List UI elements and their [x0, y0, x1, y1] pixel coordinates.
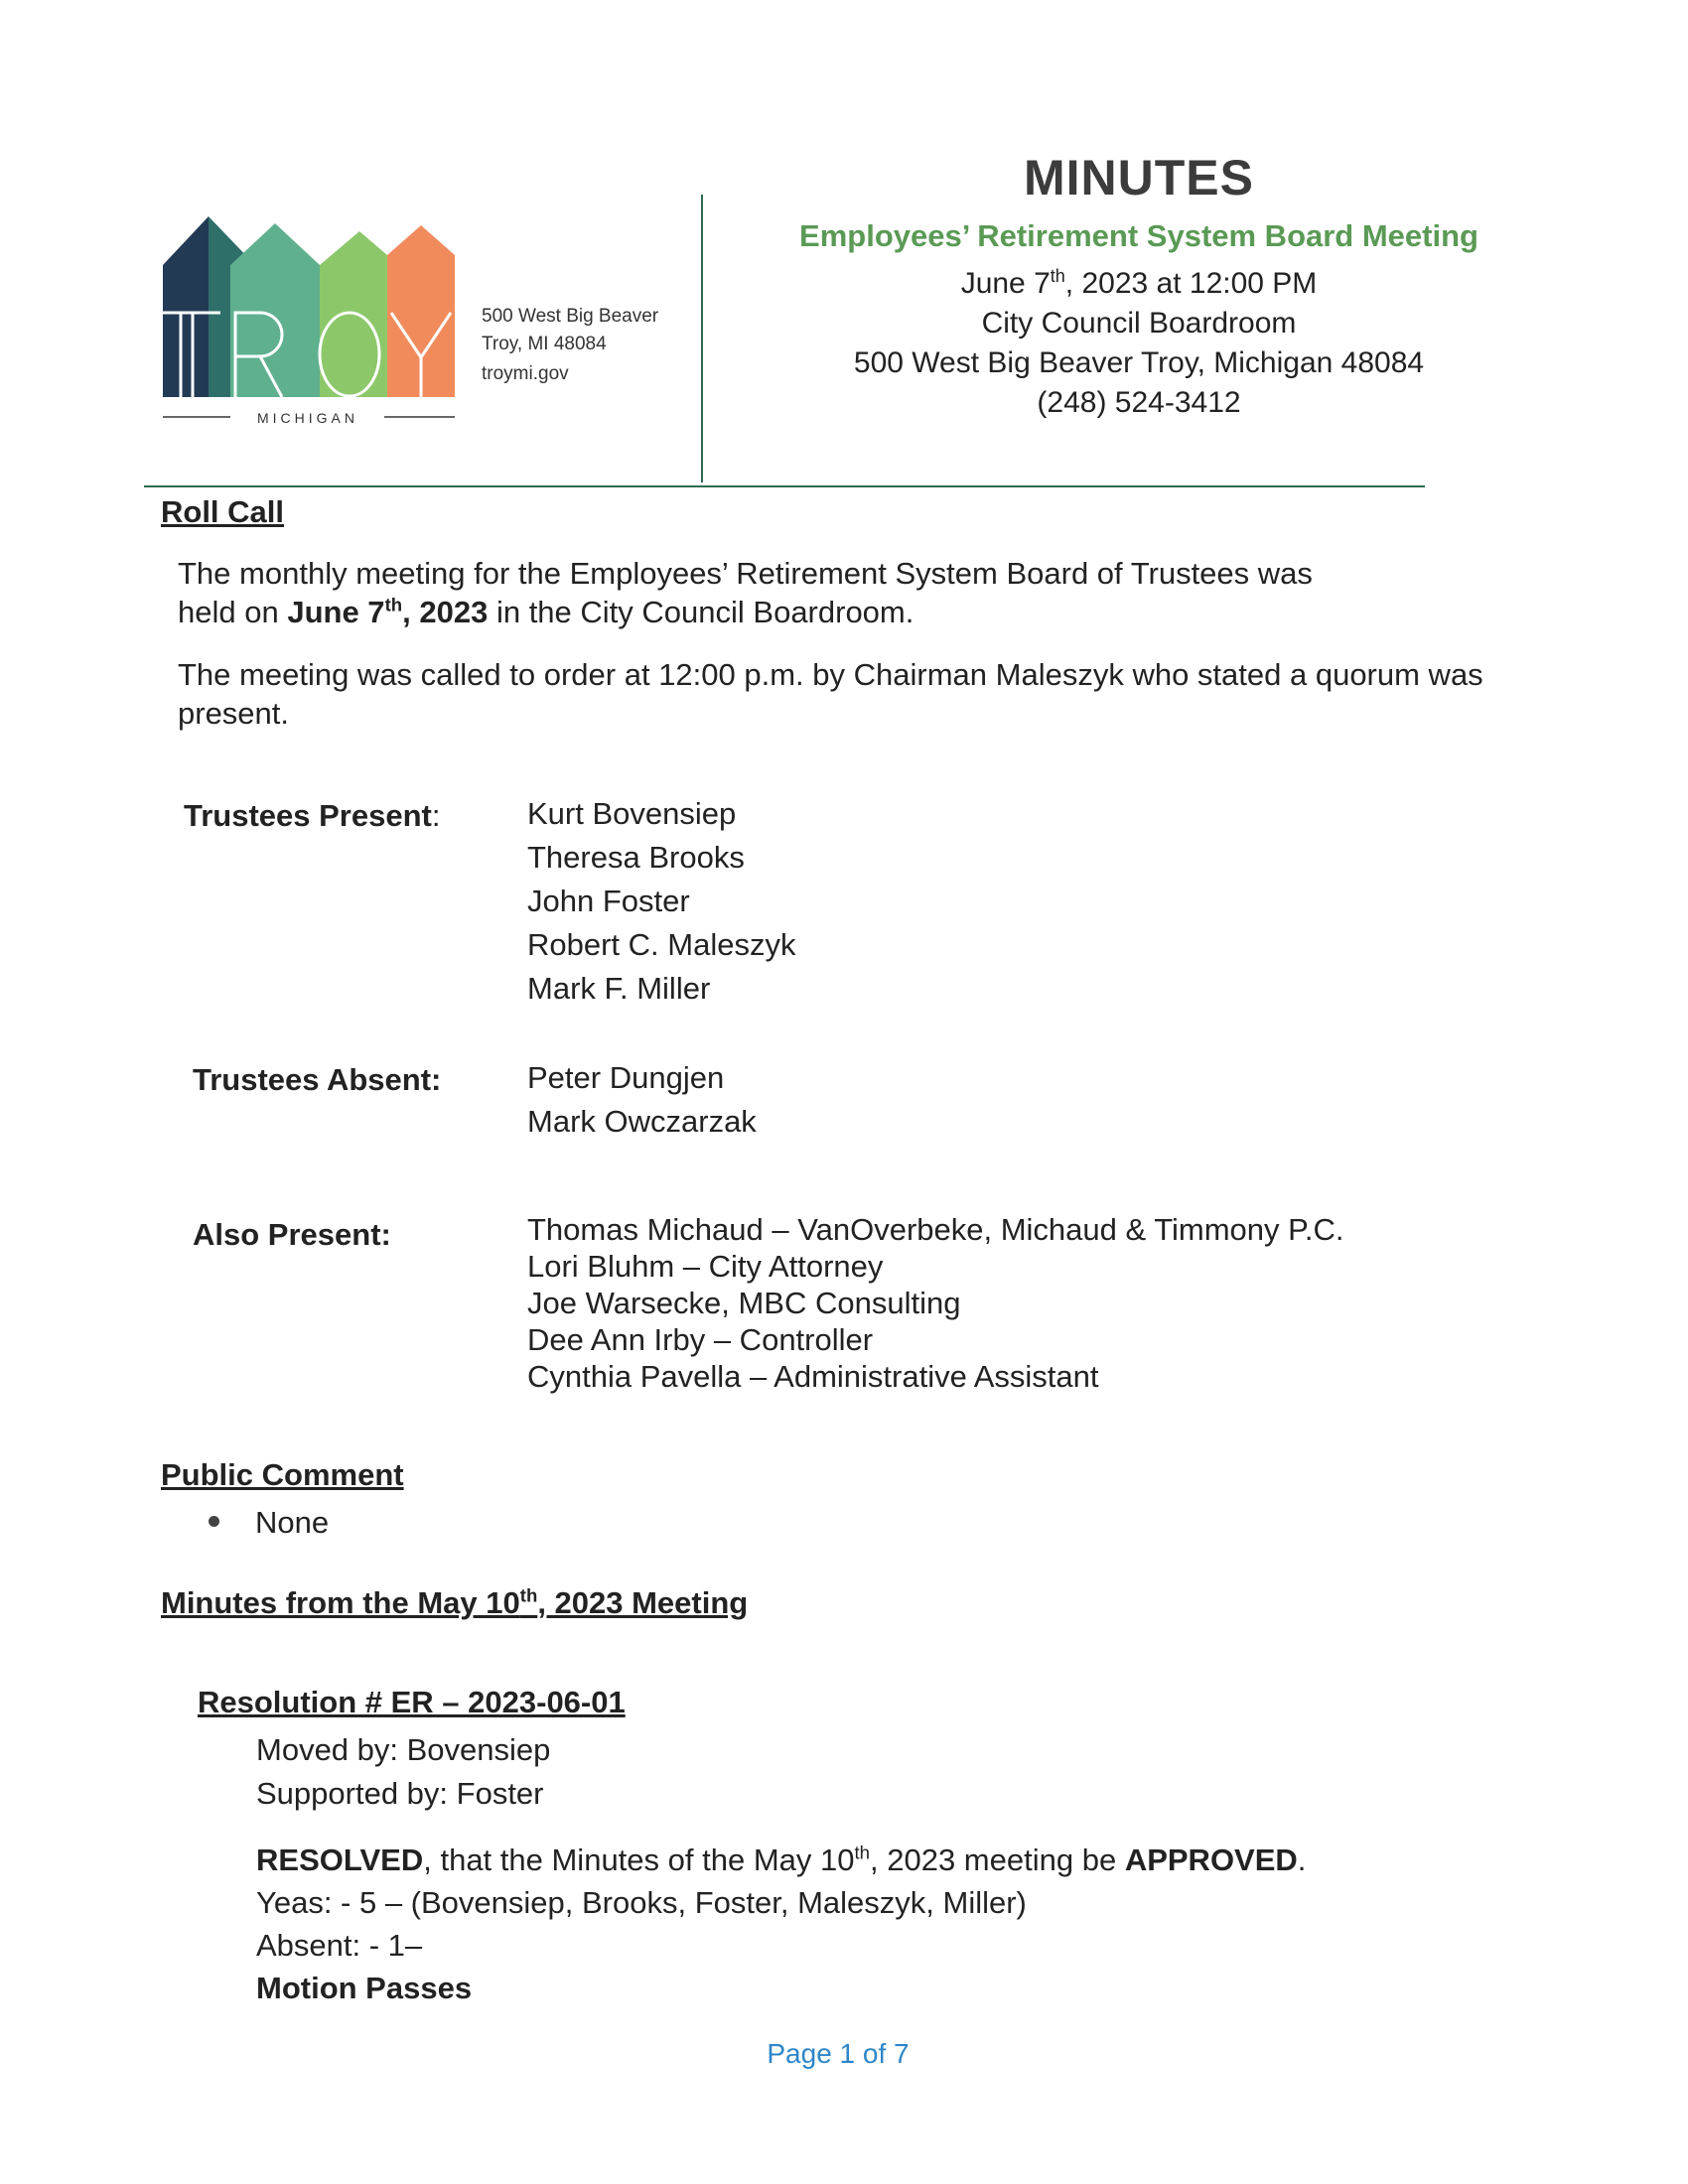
header-vertical-divider — [701, 195, 703, 482]
roll-call-paragraph-2: The meeting was called to order at 12:00 p.m. by Chairman Maleszyk who stated a quorum was present. — [178, 657, 1483, 731]
vote-absent: Absent: - 1– — [256, 1928, 423, 1963]
list-item: John Foster — [527, 884, 690, 918]
also-present-label: Also Present: — [193, 1217, 391, 1252]
bullet-icon — [209, 1516, 219, 1527]
meeting-street: 500 West Big Beaver Troy, Michigan 48084 — [853, 346, 1425, 379]
address-line-1: 500 West Big Beaver — [482, 306, 659, 327]
list-item: Peter Dungjen — [527, 1060, 725, 1095]
page-title: MINUTES — [1024, 150, 1254, 205]
roll-call-heading: Roll Call — [161, 494, 285, 529]
meeting-details — [791, 264, 1486, 423]
list-item: Joe Warsecke, MBC Consulting — [527, 1286, 961, 1320]
meeting-date: June 7th, 2023 at 12:00 PM — [960, 266, 1318, 300]
meeting-location: City Council Boardroom — [981, 307, 1297, 340]
trustees-absent-label: Trustees Absent: — [193, 1062, 442, 1097]
resolution-heading: Resolution # ER – 2023-06-01 — [198, 1685, 626, 1719]
resolution-movers — [256, 1728, 550, 1816]
meeting-phone: (248) 524-3412 — [1037, 386, 1241, 419]
page-number: Page 1 of 7 — [767, 2038, 910, 2069]
list-item: Mark F. Miller — [527, 971, 711, 1006]
list-item: None — [209, 1503, 329, 1542]
list-item: Robert C. Maleszyk — [527, 927, 796, 962]
list-item: Cynthia Pavella – Administrative Assistant — [527, 1359, 1099, 1394]
moved-by: Moved by: Bovensiep — [256, 1732, 551, 1767]
list-item: Thomas Michaud – VanOverbeke, Michaud & Timmony P.C. — [527, 1212, 1344, 1247]
city-address — [482, 303, 658, 388]
motion-result: Motion Passes — [256, 1971, 473, 2005]
troy-logo — [161, 213, 459, 427]
also-present-list — [527, 1211, 1343, 1395]
vote-yeas: Yeas: - 5 – (Bovensiep, Brooks, Foster, Maleszyk, Miller) — [256, 1885, 1027, 1920]
list-item: Mark Owczarzak — [527, 1104, 757, 1139]
minutes-section-heading: Minutes from the May 10th, 2023 Meeting — [161, 1584, 749, 1620]
trustees-absent-list — [527, 1056, 757, 1144]
resolution-text: RESOLVED, that the Minutes of the May 10th, 2023 meeting be APPROVED. — [256, 1842, 1307, 1877]
address-line-2: Troy, MI 48084 — [482, 334, 607, 354]
list-item: Theresa Brooks — [527, 840, 745, 875]
list-item: Kurt Bovensiep — [527, 796, 737, 831]
troy-logo-graphic — [161, 213, 459, 427]
header-horizontal-rule — [144, 485, 1425, 487]
meeting-subtitle: Employees’ Retirement System Board Meeting — [799, 218, 1478, 253]
address-website[interactable]: troymi.gov — [482, 363, 569, 384]
resolution-body — [256, 1839, 1306, 2009]
supported-by: Supported by: Foster — [256, 1776, 544, 1811]
roll-call-paragraph-1: The monthly meeting for the Employees’ Retirement System Board of Trustees was held on June 7th, 2023 in the City Council Boardroom. — [178, 556, 1313, 629]
logo-state-text: MICHIGAN — [257, 410, 358, 426]
trustees-present-list — [527, 792, 795, 1011]
trustees-present-label: Trustees Present: — [184, 798, 441, 833]
public-comment-list — [209, 1503, 329, 1542]
public-comment-heading: Public Comment — [161, 1457, 404, 1492]
list-item: Lori Bluhm – City Attorney — [527, 1249, 884, 1284]
header-block — [791, 149, 1486, 423]
list-item: Dee Ann Irby – Controller — [527, 1322, 874, 1357]
